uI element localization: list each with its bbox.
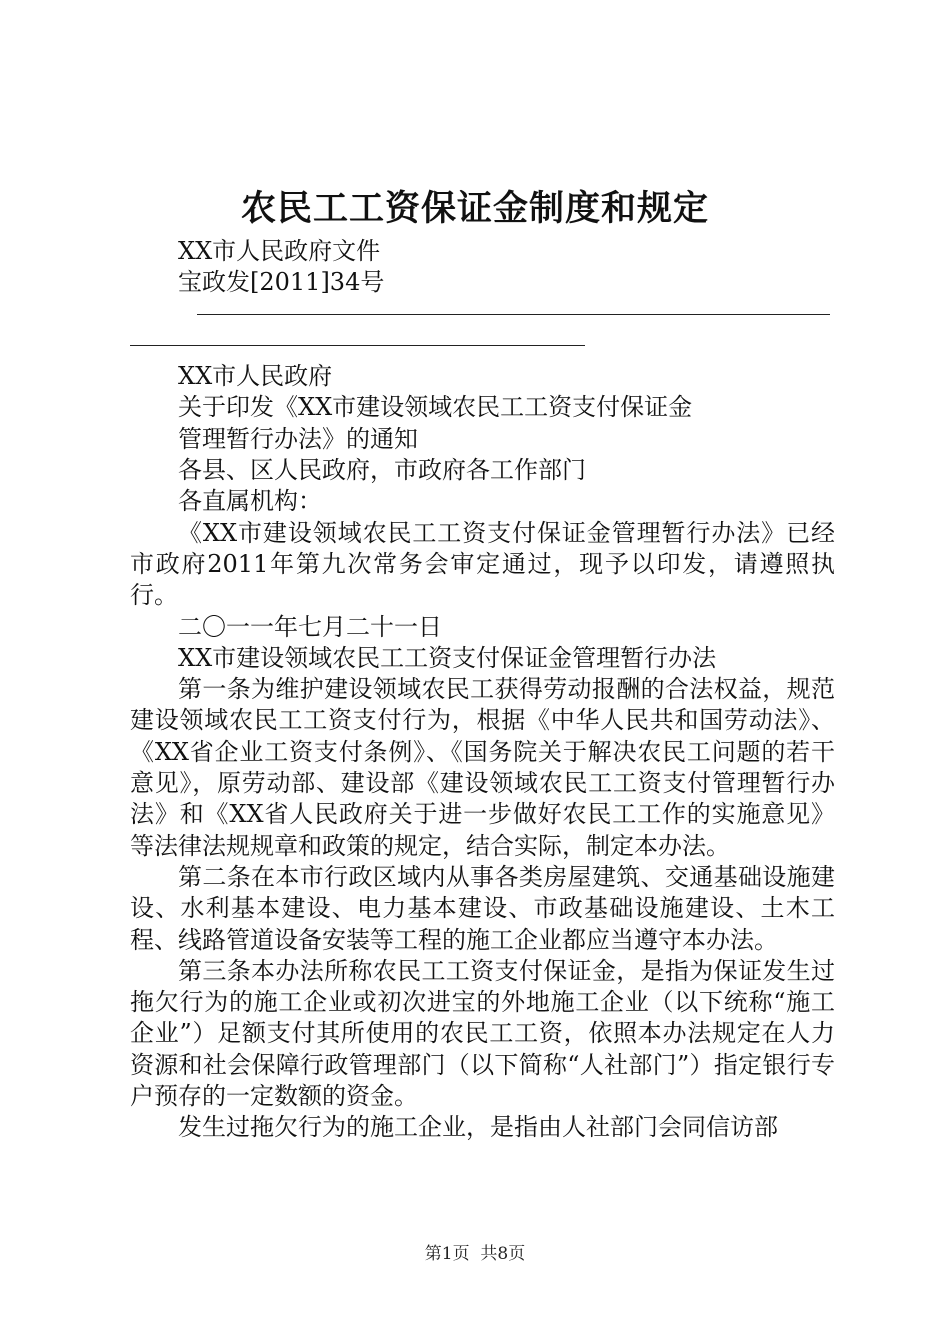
issuer-header: XX市人民政府文件 bbox=[178, 237, 381, 265]
footer-gap bbox=[470, 1244, 481, 1264]
document-number: 宝政发[2011]34号 bbox=[178, 268, 385, 297]
article-paragraph: 第三条本办法所称农民工工资支付保证金，是指为保证发生过拖欠行为的施工企业或初次进宝的外地施工企业（以下统称“施工企业”）足额支付其所使用的农民工工资，依照本办法规定在人力资源和社会保障行政管理部门（以下简称“人社部门”）指定银行专户预存的一定数额的资金。 bbox=[130, 956, 835, 1111]
measures-title: XX市建设领域农民工工资支付保证金管理暂行办法 bbox=[178, 643, 717, 672]
page-number: 第1页 bbox=[424, 1244, 470, 1264]
article-paragraph: 第一条为维护建设领域农民工获得劳动报酬的合法权益，规范建设领域农民工工资支付行为，根据《中华人民共和国劳动法》、《XX省企业工资支付条例》、《国务院关于解决农民工问题的若干意见》，原劳动部、建设部《建设领域农民工工资支付管理暂行办法》和《XX省人民政府关于进一步做好农民工工作的实施意见》等法律法规规章和政策的规定，结合实际，制定本办法。 bbox=[130, 675, 835, 860]
notice-title-line: 关于印发《XX市建设领域农民工工资支付保证金 bbox=[178, 393, 693, 422]
recipients-line: 各直属机构： bbox=[178, 487, 322, 516]
document-title: 农民工工资保证金制度和规定 bbox=[240, 188, 709, 229]
separator-rule-line bbox=[130, 345, 585, 346]
notice-title-line: 管理暂行办法》的通知 bbox=[178, 424, 418, 453]
issuer-name: XX市人民政府 bbox=[178, 362, 333, 391]
separator-rule bbox=[130, 299, 835, 330]
page-total: 共8页 bbox=[480, 1244, 526, 1264]
issue-date: 二〇一一年七月二十一日 bbox=[178, 612, 442, 641]
separator-rule-line bbox=[197, 314, 830, 315]
recipients-line: 各县、区人民政府，市政府各工作部门 bbox=[178, 456, 586, 485]
article-paragraph: 发生过拖欠行为的施工企业，是指由人社部门会同信访部 bbox=[178, 1113, 778, 1142]
document-body bbox=[130, 236, 835, 1144]
intro-paragraph: 《XX市建设领域农民工工资支付保证金管理暂行办法》已经市政府2011年第九次常务会审定通过，现予以印发，请遵照执行。 bbox=[130, 518, 835, 610]
article-paragraph: 第二条在本市行政区域内从事各类房屋建筑、交通基础设施建设、水利基本建设、电力基本建设、市政基础设施建设、土木工程、线路管道设备安装等工程的施工企业都应当遵守本办法。 bbox=[130, 862, 835, 954]
separator-rule bbox=[130, 330, 835, 361]
page-footer bbox=[0, 1242, 950, 1266]
